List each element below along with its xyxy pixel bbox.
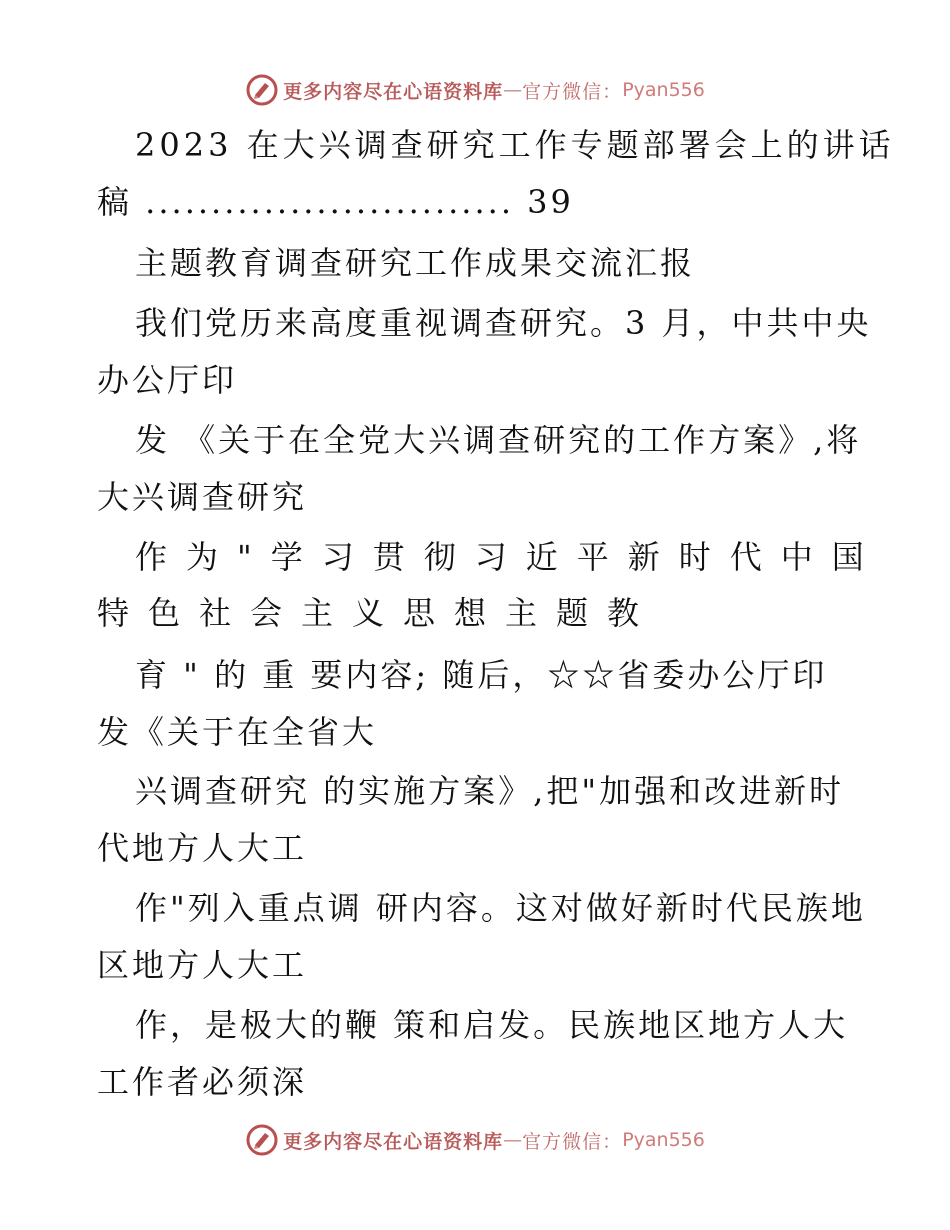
body-line: 工作者必须深	[97, 1063, 308, 1101]
body-line: 大兴调查研究	[97, 478, 308, 516]
footer-wechat-label: 官方微信：	[522, 1130, 623, 1153]
footer-banner	[0, 1120, 950, 1160]
body-line: 稿 ............................ 39	[97, 183, 574, 221]
body-line: 办公厅印	[97, 361, 238, 399]
body-line: 作，是极大的鞭 策和启发。民族地区地方人大	[135, 1006, 849, 1044]
body-line: 主题教育调查研究工作成果交流汇报	[135, 244, 696, 282]
brand-logo-icon	[245, 1123, 279, 1157]
body-line: 兴调查研究 的实施方案》,把"加强和改进新时	[135, 772, 845, 810]
header-wechat-id: Pyan556	[622, 79, 705, 101]
body-line: 特色社会主义思想主题教	[97, 594, 659, 632]
header-wechat-label: 官方微信：	[522, 80, 623, 103]
body-line: 作为"学习贯彻习近平新时代中国	[135, 538, 883, 576]
body-line: 区地方人大工	[97, 946, 308, 984]
header-dash: —	[503, 79, 523, 101]
body-line: 2023 在大兴调查研究工作专题部署会上的讲话	[135, 126, 895, 164]
header-brand-text: 更多内容尽在心语资料库	[283, 80, 504, 103]
footer-wechat-id: Pyan556	[622, 1129, 705, 1151]
body-line: 发《关于在全省大	[97, 713, 378, 751]
body-line: 作"列入重点调 研内容。这对做好新时代民族地	[135, 889, 866, 927]
header-banner	[0, 70, 950, 110]
footer-dash: —	[503, 1129, 523, 1151]
body-line: 育 " 的 重 要内容; 随后，☆☆省委办公厅印	[135, 656, 828, 694]
body-line: 代地方人大工	[97, 829, 308, 867]
body-line: 发 《关于在全党大兴调查研究的工作方案》,将	[135, 421, 862, 459]
brand-logo-icon	[245, 73, 279, 107]
footer-brand-text: 更多内容尽在心语资料库	[283, 1130, 504, 1153]
body-line: 我们党历来高度重视调查研究。3 月，中共中央	[135, 304, 872, 342]
